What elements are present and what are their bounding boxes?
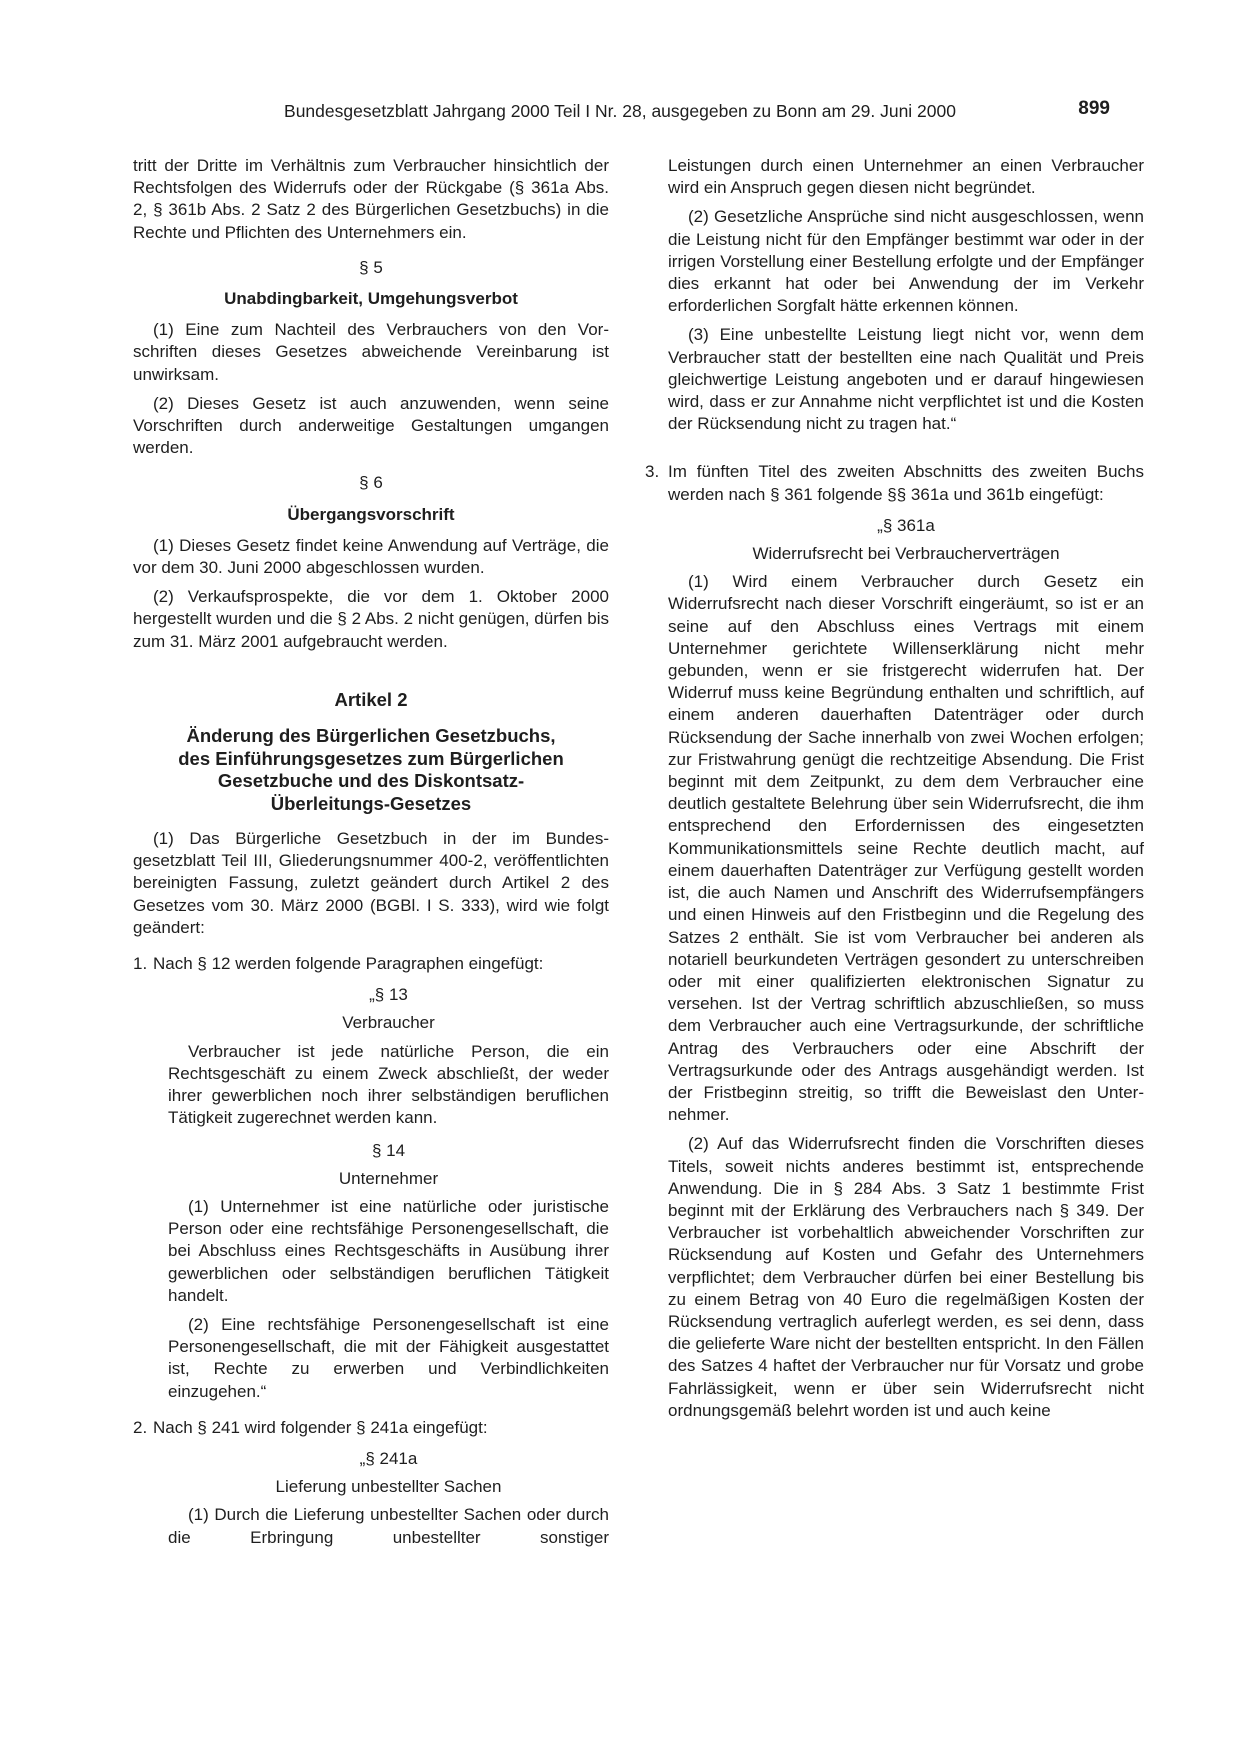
left-column	[133, 155, 609, 1556]
amendment-item-3	[645, 461, 1144, 505]
section-361a-number: „§ 361a	[877, 515, 935, 535]
section-241a-paragraph-1-continued: Leistungen durch einen Unternehmer an einen Verbraucher wird ein Anspruch gegen diesen nicht begründet.	[668, 156, 1144, 198]
section-241a-paragraph-1-start: (1) Durch die Lieferung unbestellter Sachen oder durch die Erbringung unbestellter sonstiger	[168, 1505, 609, 1547]
section-14-number: § 14	[371, 1140, 406, 1160]
section-14-title: Unternehmer	[338, 1168, 439, 1188]
article-title-line: Gesetzbuche und des Diskontsatz-	[217, 770, 525, 792]
section-361a-paragraph-2: (2) Auf das Widerrufsrecht finden die Vorschriften dieses Titels, soweit nichts anderes bestimmt ist, entsprechende Anwendung. Die in § 284 Abs. 3 Satz 1 bestimmte Frist beginnt mit der Erklärung des Verbrauchers nach § 349. Der Verbraucher ist vorbehaltlich abweichender Vorschriften zur Rücksendung auf Kosten und Gefahr des Unternehmers verpflichtet; dem Verbraucher dürfen bei einer Bestellung bis zu einem Betrag von 40 Euro die regelmäßigen Kosten der Rücksendung vertraglich auferlegt werden, es sei denn, dass die gelieferte Ware nicht der bestellten entspricht. In den Fällen des Satzes 4 haftet der Verbraucher nur für Vorsatz und grobe Fahrlässigkeit, wenn er über sein Widerrufsrecht nicht ordnungsgemäß belehrt worden ist und auch keine	[668, 1134, 1144, 1420]
inserted-section-241a	[133, 1448, 609, 1549]
article-intro: (1) Das Bürgerliche Gesetzbuch in der im Bundesgesetzblatt Teil III, Gliederungsnummer 400-2, veröffentlichten bereinigten Fassung, zuletzt geändert durch Artikel 2 des Gesetzes vom 30. März 2000 (BGBl. I S. 333), wird wie folgt geändert:	[133, 829, 609, 937]
right-column	[645, 155, 1144, 1429]
section-13-number: „§ 13	[369, 985, 408, 1005]
item-text: Im fünften Titel des zweiten Abschnitts des zweiten Buchs werden nach § 361 folgende §§ 361a und 361b eingefügt:	[668, 462, 1144, 504]
amendment-item-1	[133, 953, 609, 975]
page-number: 899	[1078, 98, 1110, 119]
section-6-title: Übergangsvorschrift	[287, 504, 455, 524]
section-5-number: § 5	[359, 257, 383, 277]
section-5-title: Unabdingbarkeit, Umgehungsverbot	[224, 289, 518, 309]
item-text: Nach § 241 wird folgender § 241a eingefügt:	[153, 1417, 488, 1437]
item-text: Nach § 12 werden folgende Paragraphen eingefügt:	[153, 954, 544, 974]
article-number: Artikel 2	[334, 688, 408, 710]
section-6-paragraph-2: (2) Verkaufsprospekte, die vor dem 1. Oktober 2000 hergestellt wurden und die § 2 Abs. 2 nicht genügen, dürfen bis zum 31. März 2001 aufgebraucht werden.	[133, 587, 609, 651]
section-13-title: Verbraucher	[342, 1013, 435, 1033]
item-number: 2.	[133, 1417, 148, 1437]
item-number: 1.	[133, 954, 148, 974]
inserted-sections-13-14	[133, 984, 609, 1402]
item-number: 3.	[645, 462, 660, 482]
section-13-text: Verbraucher ist jede natürliche Person, die ein Rechtsgeschäft zu einem Zweck abschließt, der weder ihrer gewerblichen noch ihrer selbständigen beruflichen Tätigkeit zugerechnet werden kann.	[168, 1041, 609, 1128]
amendment-item-2	[133, 1417, 609, 1439]
section-241a-number: „§ 241a	[359, 1448, 418, 1468]
section-241a-title: Lieferung unbestellter Sachen	[275, 1477, 502, 1497]
section-5-paragraph-2: (2) Dieses Gesetz ist auch anzuwenden, wenn seine Vorschriften durch anderweitige Gestaltungen umgangen werden.	[133, 393, 609, 458]
article-title-line: des Einführungsgesetzes zum Bürgerlichen	[178, 747, 564, 769]
section-241a-paragraph-3: (3) Eine unbestellte Leistung liegt nicht vor, wenn dem Verbraucher statt der bestellten eine nach Qualität und Preis gleichwertige Leistung angeboten und er darauf hingewiesen wird, dass er zur Annahme nicht verpflichtet ist und die Kosten der Rücksendung nicht zu tragen hat.“	[668, 325, 1144, 434]
section-6-paragraph-1: (1) Dieses Gesetz findet keine Anwendung auf Verträge, die vor dem 30. Juni 2000 abgeschlossen wurden.	[133, 535, 609, 578]
section-14-paragraph-2: (2) Eine rechtsfähige Personengesellschaft ist eine Personengesellschaft, die mit der Fähigkeit ausgestattet ist, Rechte zu erwerben und Verbindlichkeiten einzugehen.“	[168, 1314, 609, 1401]
section-361a-paragraph-1: (1) Wird einem Verbraucher durch Gesetz ein Widerrufsrecht nach dieser Vorschrift eingeräumt, so ist er an seine auf den Abschluss eines Vertrags mit einem Unternehmer gerichtete Willenserklärung nicht mehr gebunden, wenn er sie fristgerecht widerrufen hat. Der Widerruf muss keine Begründung enthalten und schriftlich, auf einem anderen dauerhaften Datenträger oder durch Rücksendung der Sache innerhalb von zwei Wochen erfolgen; zur Fristwahrung genügt die rechtzeitige Absendung. Die Frist beginnt mit dem Zeitpunkt, zu dem dem Verbraucher eine deutlich gestaltete Belehrung über sein Widerrufsrecht, die ihm entsprechend den Erfordernissen des eingesetzten Kommunikationsmittels seine Rechte deutlich macht, auf einem dauerhaften Datenträger zur Verfügung gestellt worden ist, die auch Namen und Anschrift des Widerrufsempfängers und einen Hinweis auf den Fristbeginn und die Regelung des Satzes 2 enthält. Sie ist vom Verbraucher bei anderen als notariell beurkundeten Verträgen gesondert zu unterschreiben oder mit einer qualifizierten elektronischen Signatur zu versehen. Ist der Vertrag schriftlich abzuschließen, so muss dem Verbraucher auch eine Vertragsurkunde, der schriftliche Antrag des Verbrauchers oder eine Abschrift der Vertragsurkunde oder des Antrags ausgehändigt werden. Ist der Fristbeginn streitig, so trifft die Beweislast den Unternehmer.	[668, 572, 1144, 1125]
running-header: Bundesgesetzblatt Jahrgang 2000 Teil I Nr. 28, ausgegeben zu Bonn am 29. Juni 2000	[284, 101, 956, 121]
article-title-line: Änderung des Bürgerlichen Gesetzbuchs,	[186, 725, 556, 747]
section-241a-paragraph-2: (2) Gesetzliche Ansprüche sind nicht ausgeschlossen, wenn die Leistung nicht für den Empfänger bestimmt war oder in der irrigen Vorstellung einer Bestellung erfolgte und der Empfänger dies erkannt hat oder bei Anwendung der im Verkehr erforderlichen Sorgfalt hätte erkennen können.	[668, 207, 1144, 316]
article-title	[133, 725, 609, 815]
section-14-paragraph-1: (1) Unternehmer ist eine natürliche oder juristische Person oder eine rechtsfähige Personengesellschaft, die bei Abschluss eines Rechtsgeschäfts in Ausübung ihrer gewerblichen oder selbständigen beruflichen Tätigkeit handelt.	[168, 1196, 609, 1305]
section-5-paragraph-1: (1) Eine zum Nachteil des Verbrauchers von den Vorschriften dieses Gesetzes abweichende Vereinbarung ist unwirksam.	[133, 320, 609, 384]
section-361a-title: Widerrufsrecht bei Verbraucherverträgen	[752, 544, 1060, 564]
section-6-number: § 6	[359, 473, 383, 493]
article-title-line: Überleitungs-Gesetzes	[270, 792, 472, 814]
continuation-paragraph: tritt der Dritte im Verhältnis zum Verbraucher hinsichtlich der Rechtsfolgen des Widerrufs oder der Rückgabe (§ 361a Abs. 2, § 361b Abs. 2 Satz 2 des Bürgerlichen Gesetzbuchs) in die Rechte und Pflichten des Unternehmers ein.	[133, 156, 609, 242]
